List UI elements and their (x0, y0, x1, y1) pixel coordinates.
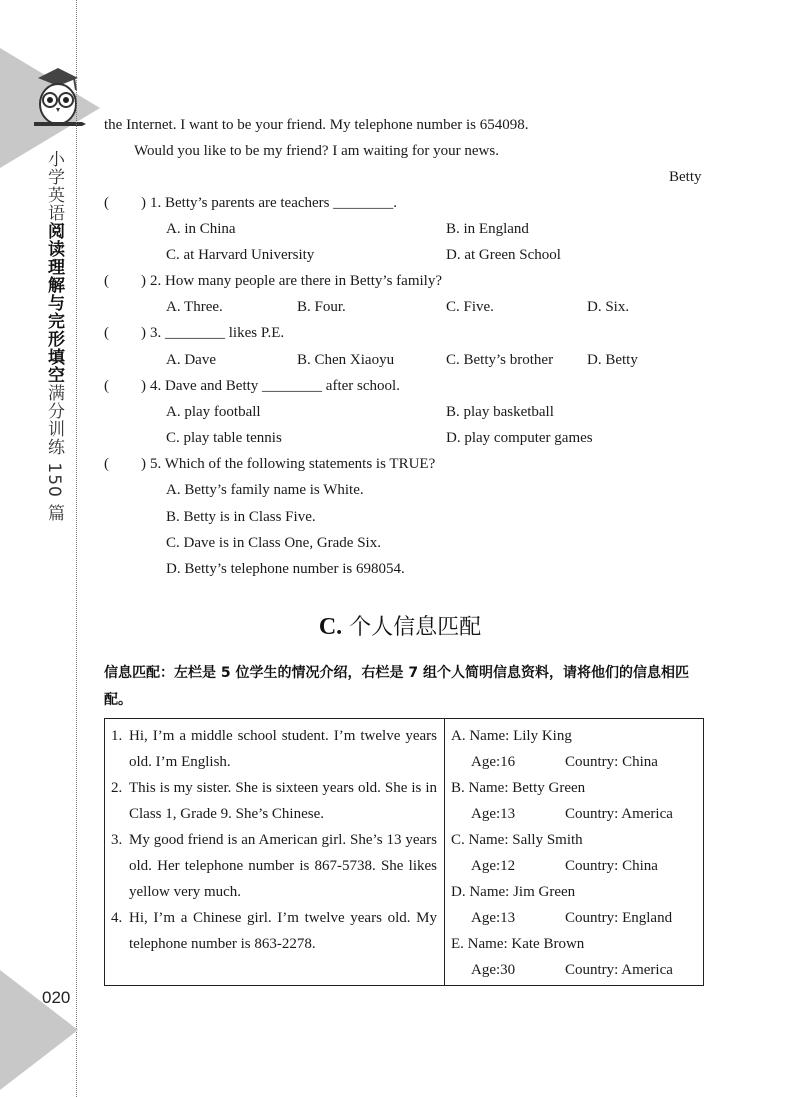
profile-name: E. Name: Kate Brown (451, 936, 585, 952)
profile-item (451, 879, 701, 931)
option-b: B. Chen Xiaoyu (297, 352, 395, 368)
profile-name: A. Name: Lily King (451, 728, 572, 744)
description-item (111, 775, 437, 827)
option-a: A. Dave (166, 352, 216, 368)
answer-blank-close: ) (141, 195, 146, 211)
option-b: B. in England (446, 221, 529, 237)
option-d: D. play computer games (446, 430, 593, 446)
description-item (111, 723, 437, 775)
option-b: B. Four. (297, 299, 346, 315)
answer-blank-close: ) (141, 325, 146, 341)
answer-blank-open[interactable]: ( (104, 325, 109, 341)
profile-item (451, 775, 701, 827)
question-stem: 1. Betty’s parents are teachers ________. (150, 195, 398, 211)
passage-line-1: the Internet. I want to be your friend. My telephone number is 654098. (104, 117, 529, 133)
question-stem: 2. How many people are there in Betty’s family? (150, 273, 442, 289)
option-d: D. Betty’s telephone number is 698054. (166, 561, 405, 577)
answer-blank-close: ) (141, 456, 146, 472)
answer-blank-close: ) (141, 378, 146, 394)
table-column-divider (444, 719, 445, 985)
profile-item (451, 723, 701, 775)
profile-age: Age:30 (471, 962, 516, 978)
option-d: D. at Green School (446, 247, 561, 263)
description-number: 4. (111, 910, 123, 926)
profile-name: D. Name: Jim Green (451, 884, 576, 900)
owl-mascot-icon (30, 66, 86, 132)
description-number: 3. (111, 832, 123, 848)
answer-blank-open[interactable]: ( (104, 456, 109, 472)
passage-signature: Betty (669, 169, 702, 185)
profile-country: Country: China (565, 858, 658, 874)
description-item (111, 827, 437, 905)
description-number: 1. (111, 728, 123, 744)
answer-blank-close: ) (141, 273, 146, 289)
option-a: A. play football (166, 404, 261, 420)
book-title-vertical (42, 150, 67, 522)
description-text: Hi, I’m a middle school student. I’m twelve years old. I’m English. (129, 728, 437, 770)
answer-blank-open[interactable]: ( (104, 378, 109, 394)
description-item (111, 905, 437, 957)
profile-age: Age:13 (471, 806, 516, 822)
section-letter: C. (318, 614, 343, 640)
profile-country: Country: America (565, 806, 673, 822)
option-d: D. Betty (587, 352, 638, 368)
option-c: C. Five. (446, 299, 494, 315)
question-stem: 5. Which of the following statements is TRUE? (150, 456, 436, 472)
page-number: 020 (42, 988, 71, 1007)
option-d: D. Six. (587, 299, 630, 315)
profile-name: B. Name: Betty Green (451, 780, 586, 796)
profile-age: Age:12 (471, 858, 516, 874)
description-text: Hi, I’m a Chinese girl. I’m twelve years old. My telephone number is 863-2278. (129, 910, 437, 952)
option-a: A. in China (166, 221, 236, 237)
profile-country: Country: America (565, 962, 673, 978)
option-a: A. Betty’s family name is White. (166, 482, 364, 498)
answer-blank-open[interactable]: ( (104, 195, 109, 211)
book-title-part1: 小学英语 (44, 150, 64, 222)
margin-dotted-line (76, 0, 77, 1097)
profile-item (451, 827, 701, 879)
option-c: C. Betty’s brother (446, 352, 554, 368)
section-heading: 个人信息匹配 (349, 615, 482, 640)
profile-list (451, 723, 701, 983)
book-title-part3: 满分训练 150 篇 (44, 384, 64, 523)
matching-table (104, 718, 704, 986)
option-c: C. play table tennis (166, 430, 282, 446)
profile-country: Country: China (565, 754, 658, 770)
profile-country: Country: England (565, 910, 673, 926)
option-c: C. at Harvard University (166, 247, 315, 263)
profile-item (451, 931, 701, 983)
option-b: B. play basketball (446, 404, 554, 420)
section-title (0, 610, 800, 641)
student-descriptions (111, 723, 437, 957)
option-c: C. Dave is in Class One, Grade Six. (166, 535, 381, 551)
profile-name: C. Name: Sally Smith (451, 832, 583, 848)
question-stem: 3. ________ likes P.E. (150, 325, 285, 341)
profile-age: Age:16 (471, 754, 516, 770)
option-b: B. Betty is in Class Five. (166, 509, 316, 525)
section-instructions: 信息匹配：左栏是 5 位学生的情况介绍，右栏是 7 组个人简明信息资料，请将他们的信息相匹配。 (104, 665, 689, 708)
profile-age: Age:13 (471, 910, 516, 926)
passage-line-2: Would you like to be my friend? I am waiting for your news. (134, 143, 499, 159)
book-title-part2: 阅读理解与完形填空 (44, 222, 64, 384)
description-text: This is my sister. She is sixteen years old. She is in Class 1, Grade 9. She’s Chinese. (129, 780, 437, 822)
description-number: 2. (111, 780, 123, 796)
answer-blank-open[interactable]: ( (104, 273, 109, 289)
question-stem: 4. Dave and Betty ________ after school. (150, 378, 400, 394)
description-text: My good friend is an American girl. She’s 13 years old. Her telephone number is 867-5738. She likes yellow very much. (129, 832, 437, 900)
option-a: A. Three. (166, 299, 223, 315)
